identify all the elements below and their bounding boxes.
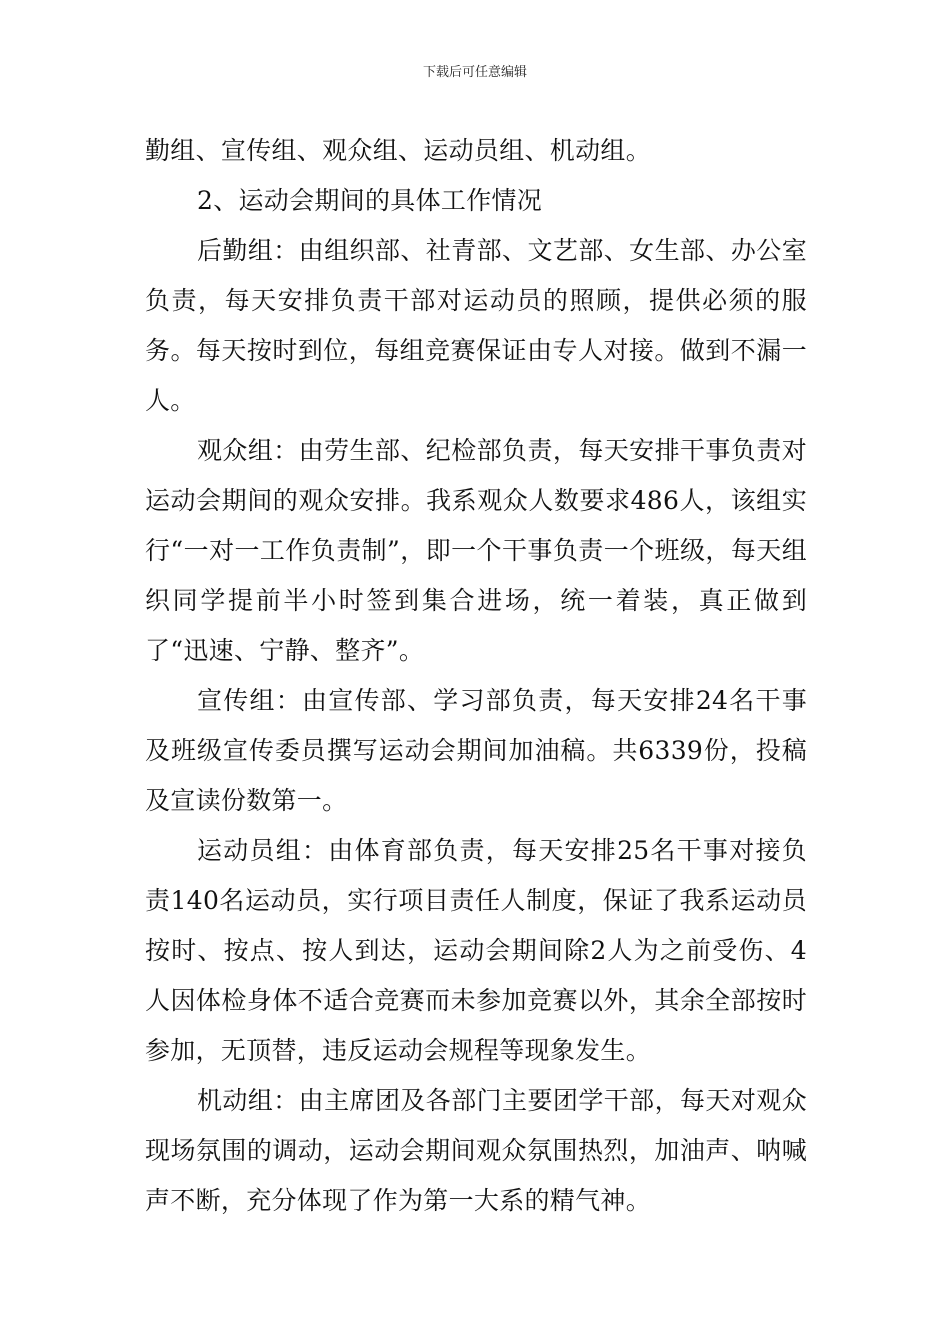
- document-body: [145, 126, 807, 1226]
- paragraph-athlete-group: 运动员组：由体育部负责，每天安排25名干事对接负责140名运动员，实行项目责任人制度，保证了我系运动员按时、按点、按人到达，运动会期间除2人为之前受伤、4人因体检身体不适合竞赛而未参加竞赛以外，其余全部按时参加，无顶替，违反运动会规程等现象发生。: [145, 836, 807, 1065]
- paragraph-logistics-group: 后勤组：由组织部、社青部、文艺部、女生部、办公室负责，每天安排负责干部对运动员的照顾，提供必须的服务。每天按时到位，每组竞赛保证由专人对接。做到不漏一人。: [145, 236, 807, 415]
- section-heading-work-details: 2、运动会期间的具体工作情况: [197, 186, 543, 215]
- paragraph-audience-group: 观众组：由劳生部、纪检部负责，每天安排干事负责对运动会期间的观众安排。我系观众人数要求486人，该组实行“一对一工作负责制”，即一个干事负责一个班级，每天组织同学提前半小时签到集合进场，统一着装，真正做到了“迅速、宁静、整齐”。: [145, 436, 807, 665]
- paragraph-mobile-group: 机动组：由主席团及各部门主要团学干部，每天对观众现场氛围的调动，运动会期间观众氛围热烈，加油声、呐喊声不断，充分体现了作为第一大系的精气神。: [145, 1086, 807, 1215]
- paragraph-publicity-group: 宣传组：由宣传部、学习部负责，每天安排24名干事及班级宣传委员撰写运动会期间加油稿。共6339份，投稿及宣读份数第一。: [145, 686, 807, 815]
- paragraph-continuation: 勤组、宣传组、观众组、运动员组、机动组。: [145, 136, 652, 165]
- page-header-note: 下载后可任意编辑: [422, 65, 527, 80]
